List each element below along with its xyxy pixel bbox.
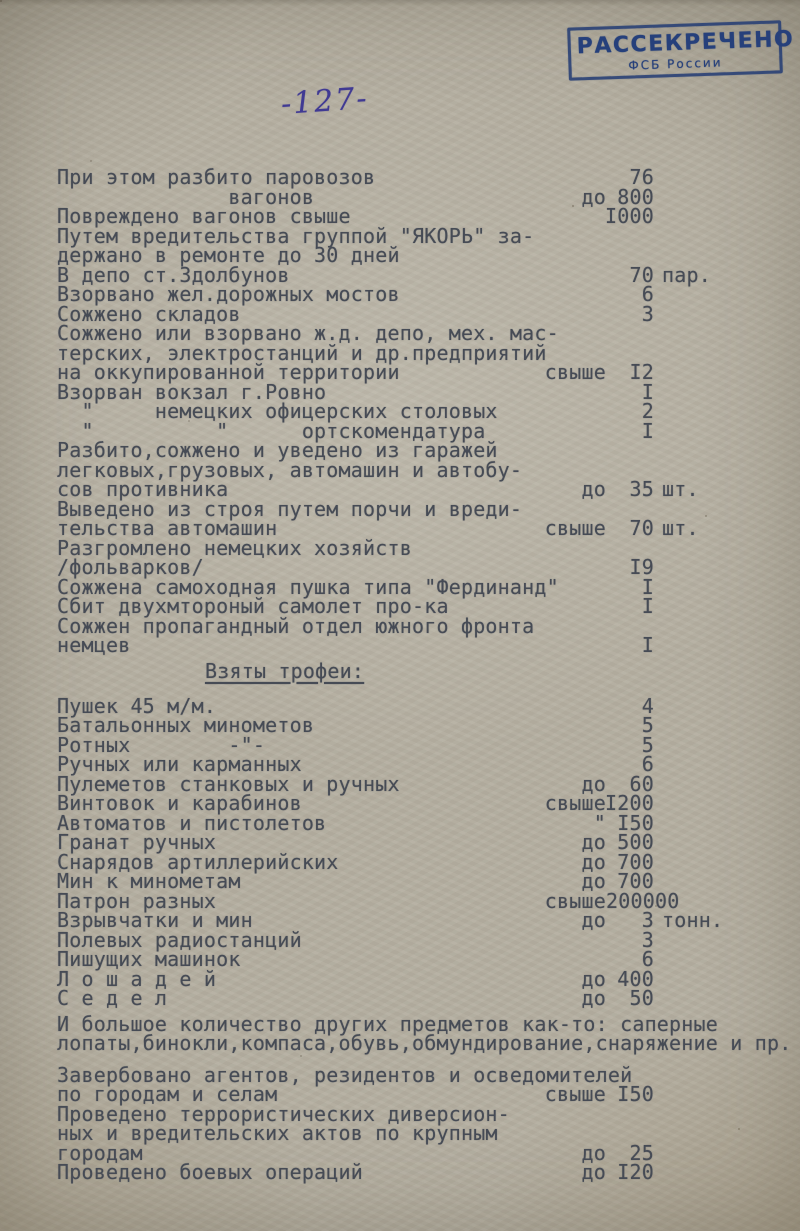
- line-suffix: [654, 383, 720, 403]
- line-suffix: [654, 441, 720, 461]
- line-value: [606, 324, 654, 344]
- line-label: Сожжено складов: [57, 301, 241, 326]
- line-qualifier: [538, 931, 606, 951]
- line-qualifier: [538, 324, 606, 344]
- line-label: Проведено террористических диверсион-: [57, 1101, 510, 1126]
- line-suffix: [654, 736, 720, 756]
- line-label: Ротных -"-: [57, 732, 266, 757]
- line-value: I200: [605, 791, 654, 815]
- line-suffix: [654, 853, 720, 873]
- line-suffix: [654, 716, 720, 736]
- line-qualifier: свыше: [544, 888, 606, 913]
- report-line: [57, 613, 720, 638]
- line-qualifier: до: [581, 477, 606, 501]
- damage-section: [57, 165, 720, 657]
- line-suffix: [654, 363, 720, 383]
- line-suffix: [654, 597, 720, 617]
- line-suffix: шт.: [662, 477, 699, 501]
- line-suffix: [654, 970, 720, 990]
- line-suffix: [654, 989, 720, 1009]
- line-label: Патрон разных: [57, 888, 217, 913]
- line-value: 500: [617, 830, 654, 854]
- operations-section: [57, 1062, 720, 1184]
- line-suffix: [654, 1105, 720, 1125]
- line-suffix: [654, 833, 720, 853]
- line-qualifier: [538, 1105, 606, 1125]
- line-value: [606, 441, 654, 461]
- line-suffix: [654, 578, 720, 598]
- line-label: немцев: [57, 633, 131, 657]
- line-value: I000: [605, 204, 654, 228]
- line-label: " немецких офицерских столовых: [57, 399, 498, 423]
- line-qualifier: [538, 697, 606, 717]
- line-qualifier: свыше: [544, 791, 606, 815]
- line-qualifier: до: [581, 986, 606, 1010]
- line-suffix: пар.: [662, 262, 711, 287]
- line-value: 35: [629, 477, 654, 501]
- line-label: вагонов: [57, 184, 315, 209]
- line-label: Разбито,сожжено и уведено из гаражей: [57, 438, 498, 462]
- paper-specks: [0, 0, 2, 2]
- line-suffix: [654, 558, 720, 578]
- line-value: I20: [617, 1160, 654, 1184]
- line-qualifier: ": [593, 810, 606, 835]
- line-label: Завербовано агентов, резидентов и осведомителей: [57, 1062, 633, 1087]
- line-qualifier: до: [581, 966, 606, 991]
- line-qualifier: [538, 266, 606, 286]
- trophies-section: [57, 693, 724, 1010]
- line-suffix: [654, 168, 720, 188]
- line-suffix: [654, 1144, 720, 1164]
- line-qualifier: [538, 716, 606, 736]
- line-label: городам: [57, 1140, 143, 1165]
- line-qualifier: [538, 636, 606, 656]
- line-label: Сбит двухмтороный самолет про-ка: [57, 594, 449, 618]
- line-qualifier: до: [581, 908, 606, 932]
- line-suffix: тонн.: [662, 908, 724, 932]
- line-label: держано в ремонте до 30 дней: [57, 243, 400, 267]
- line-suffix: [654, 931, 720, 951]
- line-value: 3: [641, 908, 654, 932]
- line-value: 70: [629, 262, 654, 287]
- line-suffix: [654, 755, 720, 775]
- line-value: 5: [641, 713, 654, 737]
- line-qualifier: [538, 207, 606, 227]
- line-qualifier: [538, 597, 606, 617]
- line-label: Ручных или карманных: [57, 752, 302, 776]
- line-label: по городам и селам: [57, 1082, 278, 1106]
- line-label: Сожжен пропагандный отдел южного фронта: [57, 613, 535, 638]
- line-qualifier: до: [581, 849, 606, 874]
- line-label: лопаты,бинокли,компаса,обувь,обмундирование,снаряжение и пр.: [57, 1031, 792, 1055]
- line-value: 3: [641, 927, 654, 952]
- report-line: [57, 633, 720, 657]
- line-qualifier: [538, 285, 606, 305]
- other-items-paragraph: [57, 1011, 792, 1055]
- line-suffix: [654, 1124, 720, 1144]
- line-suffix: [654, 636, 720, 656]
- line-value: I: [641, 379, 654, 404]
- line-label: Пушек 45 м/м.: [57, 693, 217, 718]
- line-value: I50: [617, 810, 654, 835]
- line-suffix: [654, 207, 720, 227]
- line-label: Выведено из строя путем порчи и вреди-: [57, 496, 523, 521]
- line-value: 76: [629, 165, 654, 189]
- line-label: Путем вредительства группой "ЯКОРЬ" за-: [57, 223, 535, 248]
- line-label: легковых,грузовых, автомашин и автобу-: [57, 457, 523, 482]
- line-value: I: [641, 418, 654, 443]
- line-value: 5: [641, 732, 654, 757]
- line-qualifier: до: [581, 771, 606, 796]
- line-qualifier: [538, 441, 606, 461]
- line-suffix: [654, 188, 720, 208]
- line-label: И большое количество других предметов как-то: саперные: [57, 1011, 719, 1036]
- typed-report-body: [57, 165, 792, 1184]
- line-value: 50: [629, 986, 654, 1010]
- line-label: ных и вредительских актов по крупным: [57, 1121, 498, 1145]
- line-label: Снарядов артиллерийских: [57, 849, 339, 874]
- line-suffix: [654, 697, 720, 717]
- line-qualifier: до: [581, 184, 606, 209]
- line-qualifier: [538, 1034, 606, 1054]
- line-suffix: [654, 402, 720, 422]
- line-value: 3: [641, 301, 654, 326]
- report-line: [57, 986, 720, 1010]
- line-qualifier: свыше: [544, 516, 606, 540]
- line-suffix: шт.: [662, 516, 699, 540]
- line-value: I: [641, 574, 654, 599]
- line-label: Автоматов и пистолетов: [57, 810, 327, 835]
- line-label: Взорван вокзал г.Ровно: [57, 379, 327, 404]
- line-suffix: [654, 1034, 720, 1054]
- line-suffix: [654, 1066, 720, 1086]
- line-qualifier: [538, 617, 606, 637]
- line-qualifier: до: [581, 869, 606, 893]
- line-suffix: [654, 617, 720, 637]
- line-value: 700: [617, 869, 654, 893]
- line-label: /фольварков/: [57, 555, 204, 579]
- line-suffix: [654, 227, 720, 247]
- trophies-heading-row: [205, 659, 720, 683]
- line-label: тельства автомашин: [57, 516, 278, 540]
- line-suffix: [654, 422, 720, 442]
- line-label: Пишущих машинок: [57, 947, 241, 971]
- line-value: 70: [629, 516, 654, 540]
- line-suffix: [654, 1085, 720, 1105]
- line-value: 6: [641, 947, 654, 971]
- line-suffix: [654, 950, 720, 970]
- line-value: 800: [617, 184, 654, 209]
- line-value: 60: [629, 771, 654, 796]
- line-qualifier: до: [581, 1160, 606, 1184]
- report-line: [57, 1160, 720, 1184]
- line-qualifier: [538, 227, 606, 247]
- line-qualifier: [538, 383, 606, 403]
- line-suffix: [654, 305, 720, 325]
- line-label: С е д е л: [57, 986, 168, 1010]
- line-label: Повреждено вагонов свыше: [57, 204, 351, 228]
- line-suffix: [654, 344, 720, 364]
- line-suffix: [654, 539, 720, 559]
- declassified-stamp: [567, 20, 795, 80]
- line-value: I: [641, 633, 654, 657]
- line-label: Л о ш а д е й: [57, 966, 217, 991]
- line-qualifier: до: [581, 830, 606, 854]
- stamp-subtitle: ФСБ России: [628, 55, 723, 73]
- line-value: 4: [641, 693, 654, 718]
- line-value: [606, 227, 654, 247]
- line-suffix: [654, 285, 720, 305]
- line-qualifier: [538, 736, 606, 756]
- line-value: [606, 1105, 654, 1125]
- line-value: [606, 1034, 654, 1054]
- report-line: [57, 1121, 720, 1145]
- line-suffix: [654, 1163, 720, 1183]
- line-value: 700: [617, 849, 654, 874]
- line-label: Взрывчатки и мин: [57, 908, 253, 932]
- line-label: Пулеметов станковых и ручных: [57, 771, 400, 796]
- line-value: 200000: [606, 888, 680, 913]
- line-qualifier: до: [581, 1140, 606, 1165]
- line-value: 6: [641, 752, 654, 776]
- line-value: 6: [641, 282, 654, 306]
- line-suffix: [654, 794, 720, 814]
- line-value: 400: [617, 966, 654, 991]
- line-value: 2: [641, 399, 654, 423]
- line-label: сов противника: [57, 477, 229, 501]
- line-value: I50: [617, 1082, 654, 1106]
- report-line: [57, 1031, 792, 1055]
- line-value: I: [641, 594, 654, 618]
- line-qualifier: [538, 246, 606, 266]
- line-label: Сожжено или взорвано ж.д. депо, мех. мас-: [57, 321, 559, 345]
- line-value: 25: [629, 1140, 654, 1165]
- line-label: Батальонных минометов: [57, 713, 315, 737]
- line-label: Сожжена самоходная пушка типа "Фердинанд": [57, 574, 559, 599]
- line-label: Гранат ручных: [57, 830, 217, 854]
- handwritten-page-number: -127-: [279, 80, 370, 123]
- line-label: терских, электростанций и др.предприятий: [57, 340, 547, 365]
- line-label: Винтовок и карабинов: [57, 791, 302, 815]
- line-value: I9: [629, 555, 654, 579]
- stamp-title: РАССЕКРЕЧЕНО: [576, 26, 795, 60]
- line-qualifier: [538, 402, 606, 422]
- line-label: При этом разбито паровозов: [57, 165, 376, 189]
- line-label: Мин к минометам: [57, 869, 241, 893]
- line-qualifier: свыше: [544, 360, 606, 384]
- line-label: на оккупированной территории: [57, 360, 400, 384]
- line-suffix: [654, 814, 720, 834]
- line-label: Разгромлено немецких хозяйств: [57, 535, 412, 560]
- line-label: В депо ст.Здолбунов: [57, 262, 290, 287]
- line-qualifier: [538, 578, 606, 598]
- line-label: " " ортскомендатура: [57, 418, 486, 443]
- line-suffix: [654, 324, 720, 344]
- line-qualifier: [538, 539, 606, 559]
- line-suffix: [654, 775, 720, 795]
- line-label: Взорвано жел.дорожных мостов: [57, 282, 400, 306]
- line-qualifier: свыше: [544, 1082, 606, 1106]
- line-label: Полевых радиостанций: [57, 927, 302, 952]
- line-qualifier: [538, 422, 606, 442]
- line-value: I2: [629, 360, 654, 384]
- line-label: Проведено боевых операций: [57, 1160, 364, 1184]
- trophies-heading: Взяты трофеи:: [205, 658, 365, 683]
